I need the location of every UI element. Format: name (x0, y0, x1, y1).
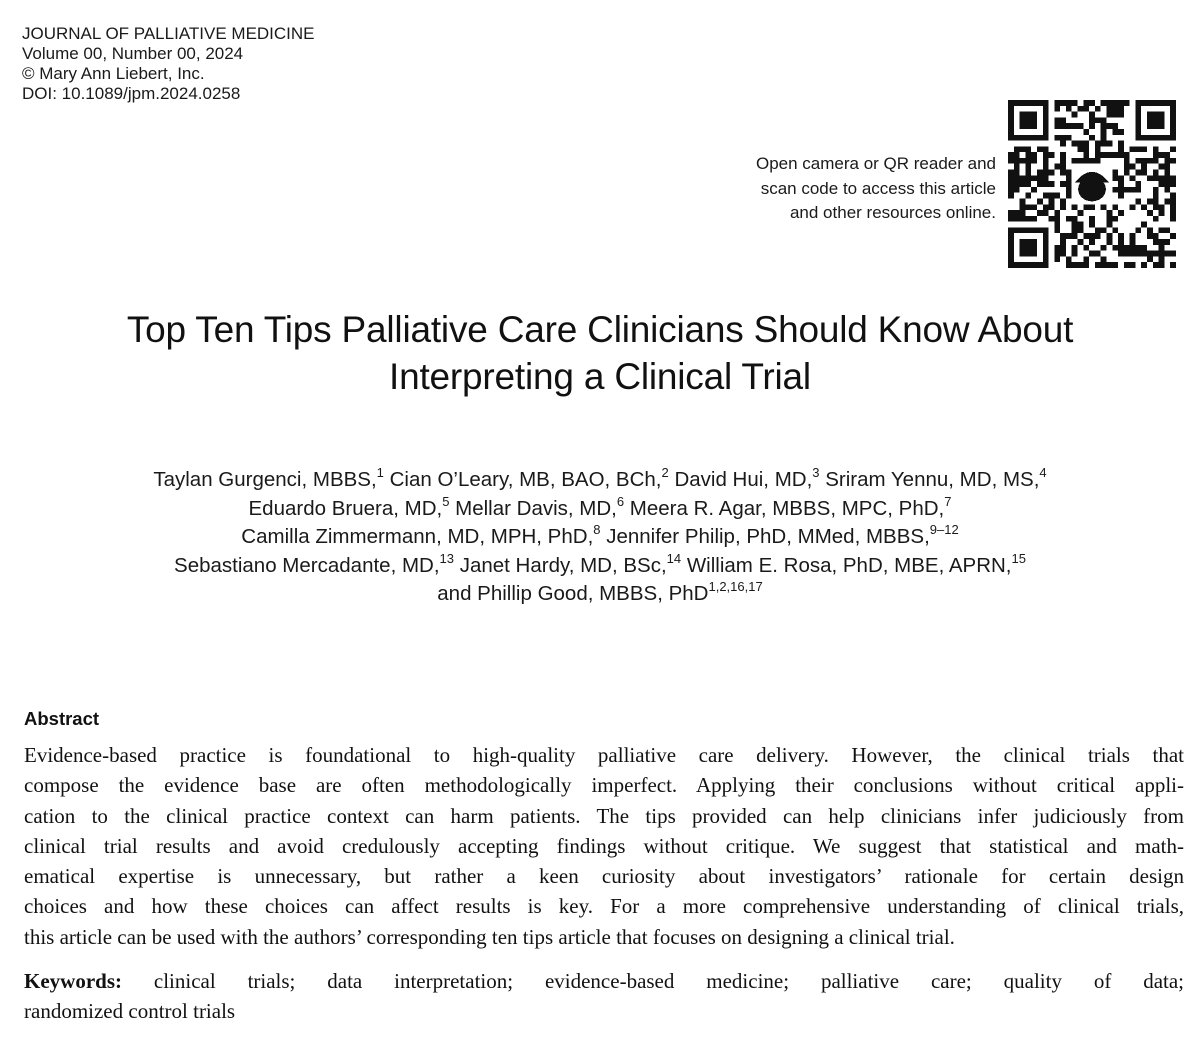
author-line (0, 495, 1200, 524)
abstract-body (24, 740, 1184, 952)
abstract-line: clinical trial results and avoid credulously accepting findings without critique. We suggest that statistical and math- (24, 833, 1184, 858)
author-affiliation-sup: 15 (1011, 550, 1026, 566)
author-affiliation-sup: 7 (944, 493, 952, 509)
author-affiliation-sup: 14 (666, 550, 682, 566)
keywords-section (24, 966, 1184, 1027)
keywords-line: randomized control trials (24, 999, 236, 1024)
author-name: Camilla Zimmermann, MD, MPH, PhD, (241, 525, 594, 548)
author-name: Eduardo Bruera, MD, (248, 496, 443, 520)
qr-instructions-line: Open camera or QR reader and (755, 154, 996, 173)
author-name: William E. Rosa, PhD, MBE, APRN, (681, 553, 1012, 577)
author-name: Janet Hardy, MD, BSc, (454, 553, 667, 577)
author-name: and Phillip Good, MBBS, PhD (437, 582, 709, 605)
author-name: Meera R. Agar, MBBS, MPC, PhD, (624, 496, 945, 520)
author-line (0, 552, 1200, 581)
qr-code-icon[interactable] (1008, 98, 1176, 270)
journal-name: JOURNAL OF PALLIATIVE MEDICINE (22, 24, 315, 43)
author-list (0, 466, 1200, 609)
journal-copyright: © Mary Ann Liebert, Inc. (22, 64, 205, 83)
author-name: Sriram Yennu, MD, MS, (819, 468, 1040, 491)
author-affiliation-sup: 5 (442, 493, 450, 509)
author-line (0, 466, 1200, 495)
article-title-line: Top Ten Tips Palliative Care Clinicians Should Know About (126, 309, 1074, 350)
author-affiliation-sup: 2 (661, 465, 669, 480)
abstract-heading: Abstract (24, 708, 100, 729)
journal-header (22, 24, 315, 104)
author-name: Sebastiano Mercadante, MD, (174, 553, 440, 577)
author-affiliation-sup: 9–12 (929, 522, 959, 537)
author-name: David Hui, MD, (668, 468, 813, 491)
keywords-line (24, 966, 1184, 996)
article-title (0, 306, 1200, 400)
author-name: Taylan Gurgenci, MBBS, (153, 468, 377, 491)
author-name: Mellar Davis, MD, (449, 496, 617, 520)
author-affiliation-sup: 8 (593, 522, 601, 537)
author-name: Cian O’Leary, MB, BAO, BCh, (383, 468, 662, 491)
author-line (0, 580, 1200, 609)
qr-instructions (676, 152, 996, 226)
abstract-line: ematical expertise is unnecessary, but rather a keen curiosity about investigators’ rationale for certain design (24, 864, 1184, 889)
author-name: Jennifer Philip, PhD, MMed, MBBS, (600, 525, 930, 548)
article-title-line: Interpreting a Clinical Trial (389, 356, 811, 397)
acorn-logo-icon (1078, 177, 1106, 201)
journal-doi[interactable]: DOI: 10.1089/jpm.2024.0258 (22, 84, 241, 103)
abstract-line: this article can be used with the authors’ corresponding ten tips article that focuses on designing a clinical trial. (24, 924, 955, 949)
author-line (0, 523, 1200, 552)
author-affiliation-sup: 3 (812, 465, 820, 480)
abstract-line: cation to the clinical practice context can harm patients. The tips provided can help clinicians infer judiciously from (24, 803, 1184, 828)
abstract-line: compose the evidence base are often methodologically imperfect. Applying their conclusions without critical appli- (24, 773, 1184, 798)
author-affiliation-sup: 13 (439, 550, 454, 566)
author-affiliation-sup: 1 (376, 465, 384, 480)
keywords-label: Keywords: (24, 969, 122, 993)
qr-instructions-line: scan code to access this article (760, 178, 996, 198)
author-affiliation-sup: 6 (616, 493, 625, 509)
abstract-line: choices and how these choices can affect results is key. For a more comprehensive understanding of clinical trials, (24, 894, 1184, 919)
journal-volume: Volume 00, Number 00, 2024 (22, 44, 244, 63)
qr-instructions-line: and other resources online. (789, 203, 996, 222)
author-affiliation-sup: 1,2,16,17 (708, 579, 763, 594)
author-affiliation-sup: 4 (1039, 465, 1047, 480)
keywords-text: clinical trials; data interpretation; evidence-based medicine; palliative care; quality of data; (153, 969, 1185, 993)
abstract-line: Evidence-based practice is foundational to high-quality palliative care delivery. However, the clinical trials that (24, 743, 1184, 767)
